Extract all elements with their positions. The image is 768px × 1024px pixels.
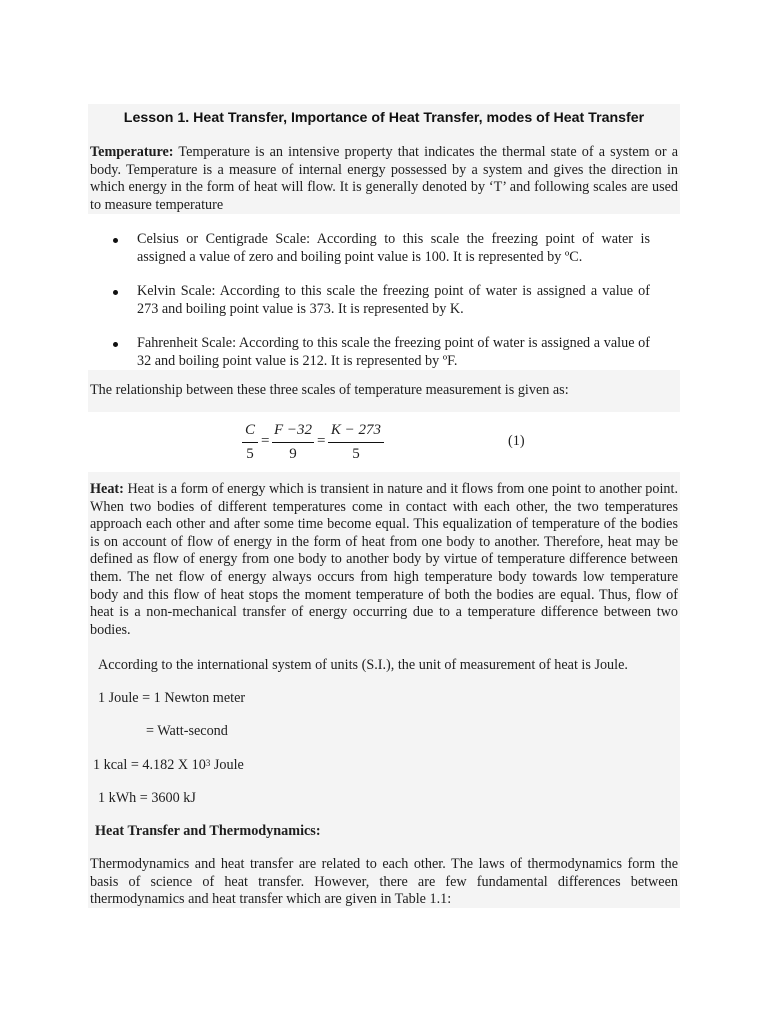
relationship-text: The relationship between these three scales of temperature measurement is given as: xyxy=(90,382,569,398)
kcal-unit: Joule xyxy=(210,757,244,773)
temperature-scales-list xyxy=(110,231,650,388)
kcal-exponent: 3 xyxy=(205,758,211,768)
bullet-icon xyxy=(113,238,118,243)
fraction-numerator: C xyxy=(244,422,255,438)
fraction-f xyxy=(272,421,314,463)
list-item xyxy=(110,283,650,318)
temperature-term: Temperature: xyxy=(90,144,174,160)
fraction-numerator: F −32 xyxy=(273,422,313,438)
bullet-icon xyxy=(113,342,118,347)
scale-kelvin: Kelvin Scale: According to this scale the freezing point of water is assigned a value of 273 and boiling point value is 373. It is represented by K. xyxy=(137,283,650,317)
equals-sign: = xyxy=(317,433,326,449)
fraction-bar xyxy=(328,442,384,443)
kcal-value: 1 kcal = 4.182 X 10 xyxy=(93,757,206,773)
fraction-denominator: 9 xyxy=(289,446,297,462)
thermodynamics-heading: Heat Transfer and Thermodynamics: xyxy=(95,823,321,839)
equation-number: (1) xyxy=(508,433,525,449)
watt-second-definition: = Watt-second xyxy=(146,723,228,739)
heat-paragraph xyxy=(90,481,678,639)
temperature-equation xyxy=(234,413,534,467)
scale-fahrenheit: Fahrenheit Scale: According to this scale the freezing point of water is assigned a value of 32 and boiling point value is 212. It is represented by ºF. xyxy=(137,335,650,369)
fraction-denominator: 5 xyxy=(246,446,254,462)
fraction-bar xyxy=(272,442,314,443)
kcal-definition xyxy=(93,756,244,774)
heat-text: Heat is a form of energy which is transient in nature and it flows from one point to another point. When two bodies of different temperatures come in contact with each other, the two temperatures approach each other and after some time become equal. This equalization of temperature of the bodies is on account of flow of energy in the form of heat from one body to another. Therefore, heat may be defined as flow of energy from one body to another body by virtue of temperature difference between them. The net flow of energy always occurs from high temperature body towards low temperature body and this flow of heat stops the moment temperature of both the bodies are equal. Thus, flow of heat is a non-mechanical transfer of energy occurring due to a temperature difference between two bodies. xyxy=(90,481,678,638)
fraction-c xyxy=(242,421,258,463)
list-item xyxy=(110,335,650,370)
fraction-bar xyxy=(242,442,258,443)
temperature-text: Temperature is an intensive property that indicates the thermal state of a system or a body. Temperature is a measure of internal energy possessed by a system and gives the direction in which energy in the form of heat will flow. It is generally denoted by ‘T’ and following scales are used to measure temperature xyxy=(90,144,678,213)
si-unit-text: According to the international system of units (S.I.), the unit of measurement of heat is Joule. xyxy=(98,657,628,673)
joule-definition: 1 Joule = 1 Newton meter xyxy=(98,690,246,706)
lesson-title: Lesson 1. Heat Transfer, Importance of Heat Transfer, modes of Heat Transfer xyxy=(123,110,645,126)
equals-sign: = xyxy=(261,433,270,449)
list-item xyxy=(110,231,650,266)
temperature-paragraph xyxy=(90,144,678,214)
heat-term: Heat: xyxy=(90,481,124,497)
fraction-numerator: K − 273 xyxy=(330,422,382,438)
fraction-k xyxy=(328,421,384,463)
thermodynamics-paragraph: Thermodynamics and heat transfer are related to each other. The laws of thermodynamics form the basis of science of heat transfer. However, there are few fundamental differences between thermodynamics and heat transfer which are given in Table 1.1: xyxy=(90,856,678,908)
kwh-definition: 1 kWh = 3600 kJ xyxy=(98,790,196,806)
fraction-denominator: 5 xyxy=(352,446,360,462)
scale-celsius: Celsius or Centigrade Scale: According to this scale the freezing point of water is assigned a value of zero and boiling point value is 100. It is represented by ºC. xyxy=(137,231,650,265)
bullet-icon xyxy=(113,290,118,295)
